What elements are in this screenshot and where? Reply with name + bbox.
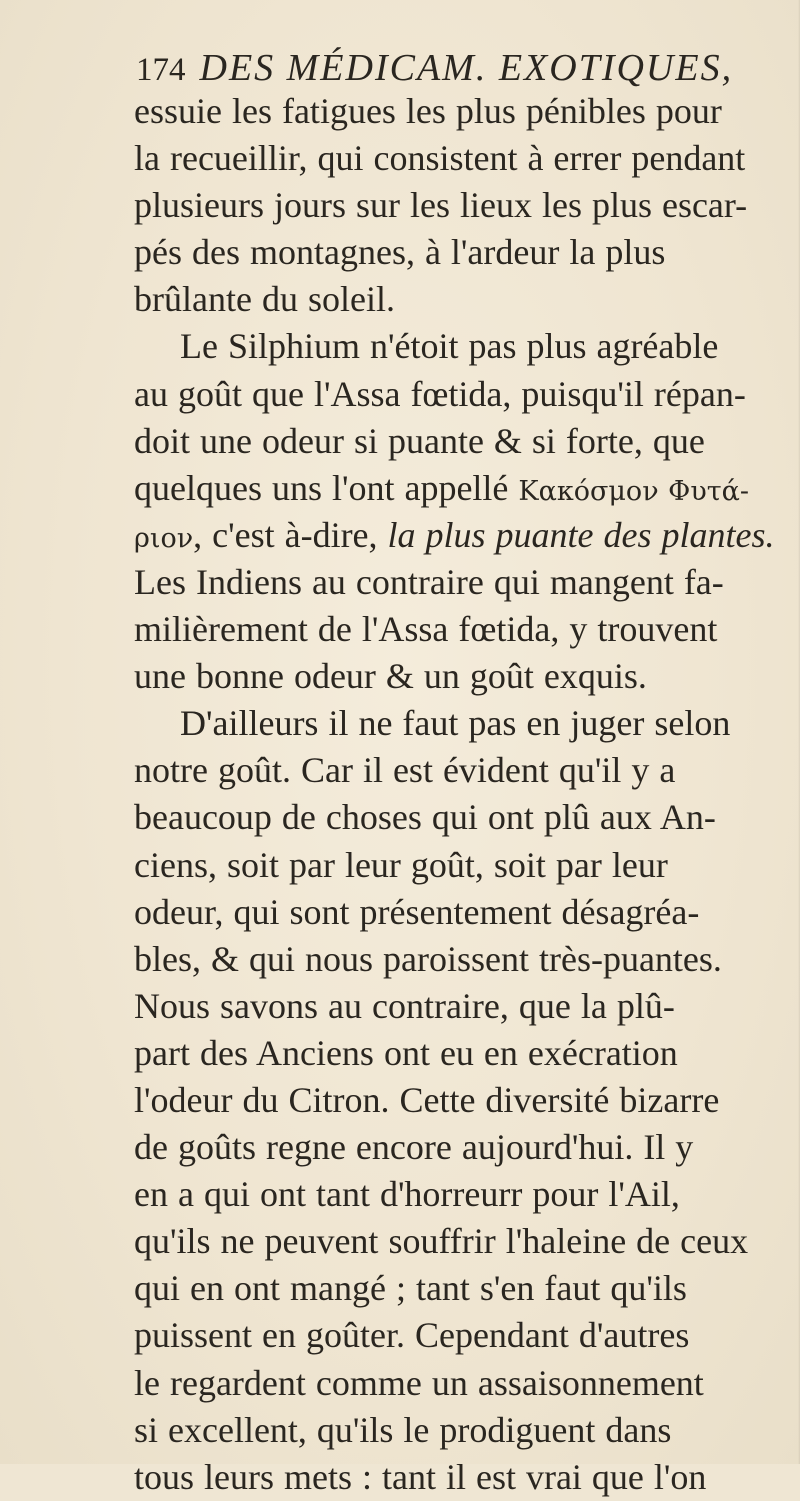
text-line: essuie les fatigues les plus pénibles pour [134, 91, 722, 131]
paragraph-start: D'ailleurs il ne faut pas en juger selon [180, 703, 731, 744]
text-line: qui en ont mangé ; tant s'en faut qu'ils [134, 1268, 687, 1309]
italic-phrase: la plus puante des plantes. [387, 514, 775, 555]
text-fragment: quelques uns l'ont appellé [134, 467, 519, 508]
paragraph-start: Le Silphium n'étoit pas plus agréable [180, 326, 719, 367]
text-line: au goût que l'Assa fœtida, puisqu'il répan- [134, 373, 746, 414]
text-line: bles, & qui nous paroissent très-puantes. [134, 938, 722, 979]
text-line: pés des montagnes, à l'ardeur la plus [134, 232, 666, 273]
text-line: tous leurs mets : tant il est vrai que l'on [134, 1456, 707, 1497]
text-line: l'odeur du Citron. Cette diversité bizarre [134, 1079, 720, 1120]
greek-phrase: Κακόσμον Φυτά- [518, 475, 750, 507]
text-line: si excellent, qu'ils le prodiguent dans [134, 1409, 672, 1450]
greek-phrase: ριον [134, 522, 194, 554]
text-line: qu'ils ne peuvent souffrir l'haleine de ceux [134, 1221, 749, 1262]
text-line: beaucoup de choses qui ont plû aux An- [134, 797, 716, 838]
text-line: doit une odeur si puante & si forte, que [134, 420, 705, 461]
text-line: notre goût. Car il est évident qu'il y a [134, 750, 676, 791]
running-title: DES MÉDICAM. EXOTIQUES, [199, 47, 734, 89]
text-line: plusieurs jours sur les lieux les plus escar- [134, 185, 748, 226]
text-line: puissent en goûter. Cependant d'autres [134, 1315, 690, 1356]
text-line: part des Anciens ont eu en exécration [134, 1032, 678, 1073]
text-line: brûlante du soleil. [134, 279, 395, 320]
text-line: de goûts regne encore aujourd'hui. Il y [134, 1127, 694, 1168]
text-line [134, 465, 794, 512]
text-line: milièrement de l'Assa fœtida, y trouvent [134, 609, 718, 650]
page-number: 174 [136, 52, 186, 88]
body-text [134, 88, 794, 1501]
text-line [134, 512, 794, 559]
text-line: une bonne odeur & un goût exquis. [134, 656, 647, 697]
text-line: en a qui ont tant d'horreurr pour l'Ail, [134, 1174, 680, 1215]
text-line: le regardent comme un assaisonnement [134, 1362, 704, 1403]
text-fragment: , c'est à-dire, [193, 514, 388, 555]
text-line: Nous savons au contraire, que la plû- [134, 985, 675, 1026]
text-line: Les Indiens au contraire qui mangent fa- [134, 561, 724, 602]
text-line: ciens, soit par leur goût, soit par leur [134, 844, 668, 885]
text-line: la recueillir, qui consistent à errer pendant [134, 138, 746, 179]
text-line: odeur, qui sont présentement désagréa- [134, 891, 700, 932]
